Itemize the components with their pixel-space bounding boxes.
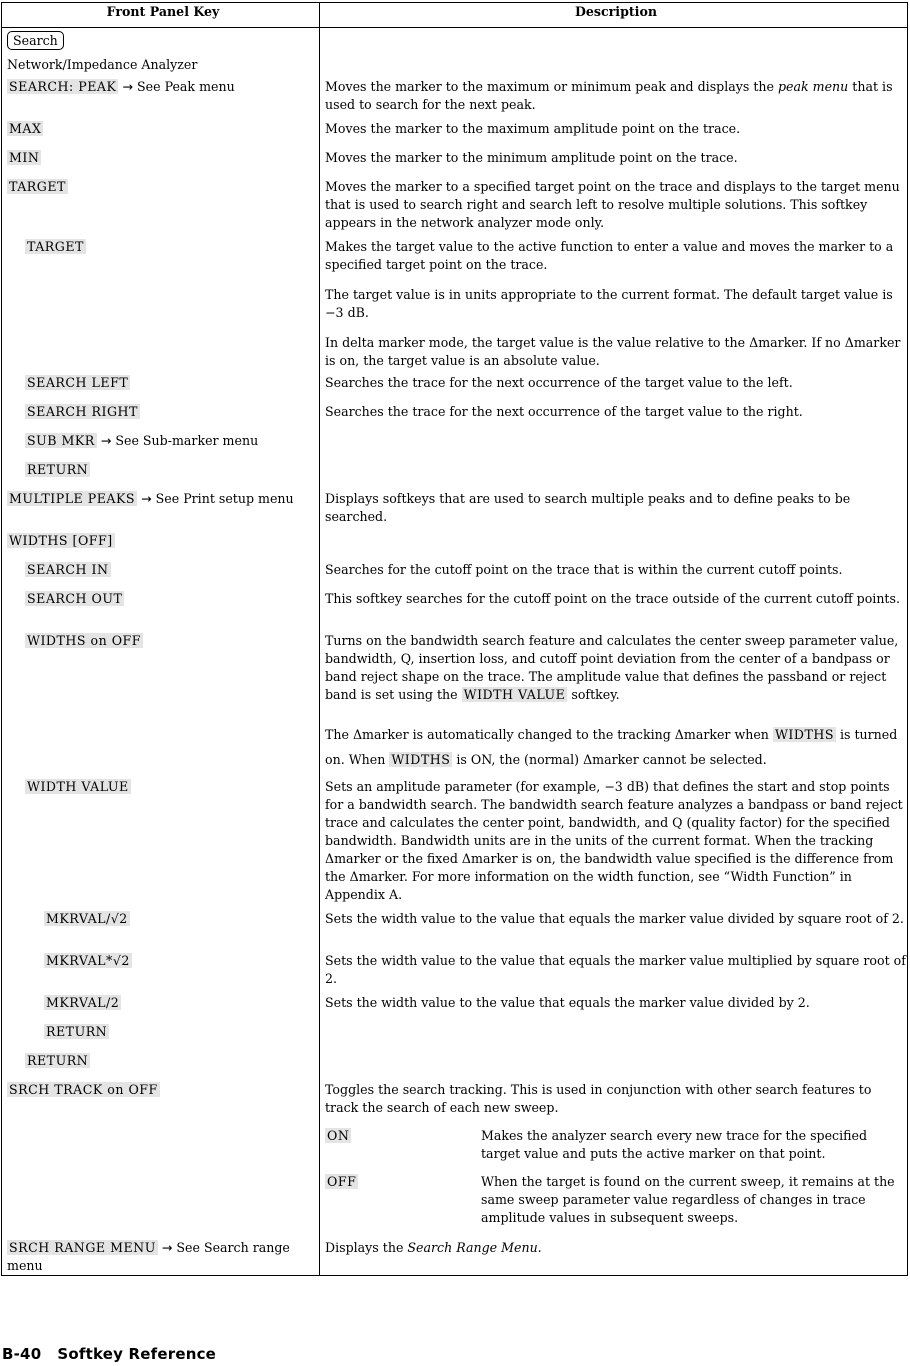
table-row (2, 1048, 908, 1077)
description-text: Moves the marker to the maximum or minimum peak and displays the (325, 78, 774, 94)
softkey-widths-off: WIDTHS [OFF] (9, 532, 113, 548)
softkey-return: RETURN (27, 461, 89, 477)
description-italic: Search Range Menu. (407, 1239, 542, 1255)
reference-text: See Search range menu (7, 1239, 290, 1273)
table-row (2, 399, 908, 428)
table-row (2, 174, 908, 234)
section-label: Network/Impedance Analyzer (2, 56, 320, 74)
softkey-sub-mkr: SUB MKR (27, 432, 95, 448)
reference-text: See Peak menu (137, 78, 235, 94)
softkey-search-right: SEARCH RIGHT (27, 403, 138, 419)
description-text: Searches the trace for the next occurrence of the target value to the right. (320, 399, 908, 428)
table-row: SUB MKR → See Sub-marker menu (2, 428, 908, 457)
description-text: Moves the marker to the minimum amplitude point on the trace. (320, 145, 908, 174)
description-text: Moves the marker to the maximum amplitude point on the trace. (320, 116, 908, 145)
softkey-search-left: SEARCH LEFT (27, 374, 129, 390)
search-hardkey: Search (7, 31, 64, 50)
softkey-inline: WIDTH VALUE (463, 686, 566, 702)
description-text: that is used to search for the next peak. (325, 78, 893, 112)
softkey-mkrval-mul-sqrt2: MKRVAL*√2 (46, 952, 130, 968)
reference-text: See Sub-marker menu (115, 432, 259, 448)
description-text: Searches the trace for the next occurrence of the target value to the left. (320, 370, 908, 399)
table-row (2, 528, 908, 557)
softkey-width-value: WIDTH VALUE (27, 778, 129, 794)
softkey-search-peak: SEARCH: PEAK (9, 78, 117, 94)
description-text: is ON, the (normal) Δmarker cannot be selected. (456, 751, 767, 767)
table-row (2, 56, 908, 74)
header-front-panel-key: Front Panel Key (2, 3, 320, 28)
description-text: Makes the target value to the active function to enter a value and moves the marker to a specified target point on the trace. (325, 238, 894, 272)
description-text: Sets the width value to the value that equals the marker value divided by square root of 2. (320, 906, 908, 948)
table-row (2, 948, 908, 990)
softkey-inline: WIDTHS (391, 751, 451, 767)
description-text: softkey. (571, 686, 620, 702)
softkey-off: OFF (327, 1173, 357, 1189)
table-header-row (2, 3, 908, 28)
description-text: is turned on. When (325, 726, 898, 767)
description-text: Sets the width value to the value that equals the marker value multiplied by square root of 2. (320, 948, 908, 990)
softkey-max: MAX (9, 120, 42, 136)
softkey-return: RETURN (46, 1023, 108, 1039)
description-text: In delta marker mode, the target value is the value relative to the Δmarker. If no Δmarker is on, the target value is an absolute value. (325, 334, 901, 368)
description-text: Searches for the cutoff point on the trace that is within the current cutoff points. (320, 557, 908, 586)
softkey-target: TARGET (9, 178, 66, 194)
table-row (2, 457, 908, 486)
table-row (2, 586, 908, 628)
description-text: The target value is in units appropriate to the current format. The default target value is −3 dB. (325, 286, 893, 320)
table-row: MULTIPLE PEAKS → See Print setup menu Displays softkeys that are used to search multiple peaks and to define peaks to be searched. (2, 486, 908, 528)
softkey-inline: WIDTHS (774, 726, 834, 742)
table-row (2, 990, 908, 1019)
description-italic: peak menu (778, 78, 849, 94)
description-text: Moves the marker to a specified target point on the trace and displays to the target menu that is used to search right and search left to resolve multiple solutions. This softkey appears in the network analyzer mode only. (320, 174, 908, 234)
softkey-reference-table (1, 2, 908, 1276)
softkey-srch-range-menu: SRCH RANGE MENU (9, 1239, 156, 1255)
softkey-widths-on-off: WIDTHS on OFF (27, 632, 142, 648)
description-text: Makes the analyzer search every new trace for the specified target value and puts the active marker on that point. (481, 1127, 868, 1161)
table-row (2, 145, 908, 174)
description-text: The Δmarker is automatically changed to the tracking Δmarker when (325, 726, 769, 742)
header-description: Description (320, 3, 908, 28)
softkey-min: MIN (9, 149, 40, 165)
table-row (2, 557, 908, 586)
table-row (2, 234, 908, 370)
table-row (2, 906, 908, 948)
description-text: Displays softkeys that are used to search multiple peaks and to define peaks to be searched. (320, 486, 908, 528)
softkey-mkrval-div-2: MKRVAL/2 (46, 994, 120, 1010)
description-text: When the target is found on the current sweep, it remains at the same sweep parameter value regardless of changes in trace amplitude values in subsequent sweeps. (481, 1173, 895, 1225)
softkey-search-in: SEARCH IN (27, 561, 109, 577)
description-text: Sets an amplitude parameter (for example, −3 dB) that defines the start and stop points for a bandwidth search. The bandwidth search feature analyzes a bandpass or band reject trace and calculates the center point, bandwidth, and Q (quality factor) for the specified bandwidth. Bandwidth units are in the units of the current format. When the tracking Δmarker or the fixed Δmarker is on, the bandwidth value specified is the difference from the Δmarker. For more information on the width function, see “Width Function” in Appendix A. (320, 774, 908, 906)
footer-title: Softkey Reference (57, 1345, 217, 1363)
softkey-srch-track: SRCH TRACK on OFF (9, 1081, 158, 1097)
table-row (2, 628, 908, 774)
softkey-search-out: SEARCH OUT (27, 590, 123, 606)
description-text: This softkey searches for the cutoff point on the trace outside of the current cutoff points. (320, 586, 908, 628)
page-footer (2, 1345, 216, 1363)
softkey-return: RETURN (27, 1052, 89, 1068)
table-row: SEARCH: PEAK → See Peak menu Moves the marker to the maximum or minimum peak and displays the peak menu that is used to search for the next peak. (2, 74, 908, 116)
table-row (2, 1019, 908, 1048)
description-text: Turns on the bandwidth search feature and calculates the center sweep parameter value, bandwidth, Q, insertion loss, and cutoff point deviation from the center of a bandpass or band reject shape on the trace. The amplitude value that defines the passband or reject band is set using the (325, 632, 899, 702)
softkey-multiple-peaks: MULTIPLE PEAKS (9, 490, 136, 506)
softkey-on: ON (327, 1127, 350, 1143)
description-text: Displays the (325, 1239, 404, 1255)
table-row (2, 774, 908, 906)
description-text: Sets the width value to the value that equals the marker value divided by 2. (320, 990, 908, 1019)
page-number: B-40 (2, 1345, 42, 1363)
description-text: Toggles the search tracking. This is used in conjunction with other search features to track the search of each new sweep. (325, 1081, 872, 1115)
table-row (2, 116, 908, 145)
softkey-mkrval-div-sqrt2: MKRVAL/√2 (46, 910, 128, 926)
table-row (2, 28, 908, 56)
table-row (2, 370, 908, 399)
softkey-target-sub: TARGET (27, 238, 84, 254)
table-row (2, 1077, 908, 1235)
reference-text: See Print setup menu (155, 490, 294, 506)
table-row: SRCH RANGE MENU → See Search range menu Displays the Search Range Menu. (2, 1235, 908, 1276)
